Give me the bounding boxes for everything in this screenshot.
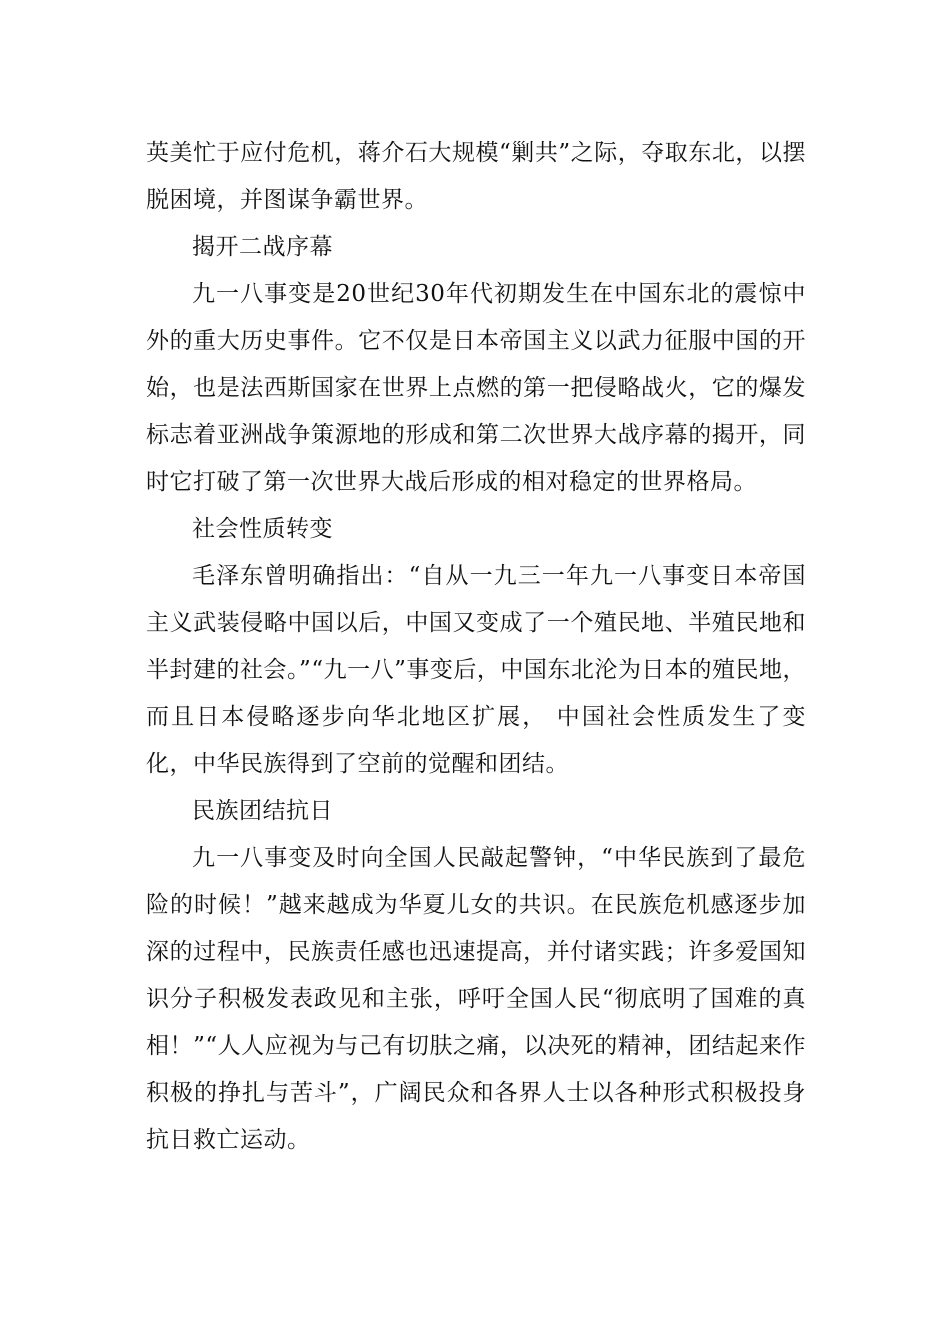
document-body [146,130,806,1164]
body-paragraph-war-prelude: 九一八事变是20世纪30年代初期发生在中国东北的震惊中外的重大历史事件。它不仅是日本帝国主义以武力征服中国的开始，也是法西斯国家在世界上点燃的第一把侵略战火，它的爆发标志着亚洲战争策源地的形成和第二次世界大战序幕的揭开，同时它打破了第一次世界大战后形成的相对稳定的世界格局。 [146,281,806,495]
body-paragraph-continued: 英美忙于应付危机，蒋介石大规模“剿共”之际，夺取东北，以摆脱困境，并图谋争霸世界。 [146,140,806,213]
section-heading-war-prelude: 揭开二战序幕 [192,234,333,260]
section-heading-social-change: 社会性质转变 [192,516,333,542]
body-paragraph-social-change: 毛泽东曾明确指出：“自从一九三一年九一八事变日本帝国主义武装侵略中国以后，中国又变成了一个殖民地、半殖民地和半封建的社会。”“九一八”事变后，中国东北沦为日本的殖民地，而且日本侵略逐步向华北地区扩展， 中国社会性质发生了变化，中华民族得到了空前的觉醒和团结。 [146,563,806,777]
section-heading-national-unity: 民族团结抗日 [192,798,333,824]
body-paragraph-national-unity: 九一八事变及时向全国人民敲起警钟，“中华民族到了最危险的时候！”越来越成为华夏儿女的共识。在民族危机感逐步加深的过程中，民族责任感也迅速提高，并付诸实践；许多爱国知识分子积极发表政见和主张，呼吁全国人民“彻底明了国难的真相！”“人人应视为与己有切肤之痛，以决死的精神，团结起来作积极的挣扎与苦斗”，广阔民众和各界人士以各种形式积极投身抗日救亡运动。 [146,845,806,1153]
